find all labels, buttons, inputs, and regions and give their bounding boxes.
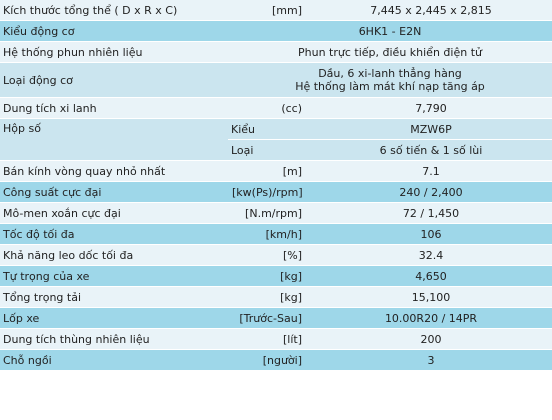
table-row: [0, 329, 552, 350]
row-label: Tổng trọng tải: [0, 287, 228, 308]
row-label: Tốc độ tối đa: [0, 224, 228, 245]
row-label: Công suất cực đại: [0, 182, 228, 203]
sub-row-value: 6 số tiến & 1 số lùi: [310, 140, 552, 161]
row-value: Phun trực tiếp, điều khiển điện tử: [228, 42, 552, 63]
row-label: Dung tích xi lanh: [0, 98, 228, 119]
row-unit: [%]: [228, 245, 310, 266]
table-row: [0, 161, 552, 182]
table-row: [0, 42, 552, 63]
row-label: Kiểu động cơ: [0, 21, 228, 42]
row-label: Bán kính vòng quay nhỏ nhất: [0, 161, 228, 182]
table-row: [0, 63, 552, 98]
row-label: Dung tích thùng nhiên liệu: [0, 329, 228, 350]
table-row: [0, 245, 552, 266]
row-value-line: Hệ thống làm mát khí nạp tăng áp: [295, 80, 485, 93]
row-value: 32.4: [310, 245, 552, 266]
row-label: Lốp xe: [0, 308, 228, 329]
table-row: [0, 287, 552, 308]
row-label: Mô-men xoắn cực đại: [0, 203, 228, 224]
row-value: 7,790: [310, 98, 552, 119]
row-unit: [người]: [228, 350, 310, 371]
row-value: 10.00R20 / 14PR: [310, 308, 552, 329]
sub-row-value: MZW6P: [310, 119, 552, 140]
row-unit: [kg]: [228, 287, 310, 308]
row-unit: [Trước-Sau]: [228, 308, 310, 329]
row-unit: [m]: [228, 161, 310, 182]
row-value: 72 / 1,450: [310, 203, 552, 224]
row-label: Hệ thống phun nhiên liệu: [0, 42, 228, 63]
row-value: 15,100: [310, 287, 552, 308]
row-label: Chỗ ngồi: [0, 350, 228, 371]
table-row: [0, 308, 552, 329]
row-value-line: Dầu, 6 xi-lanh thẳng hàng: [318, 67, 462, 80]
sub-row-label: Kiểu: [228, 119, 310, 140]
row-unit: [lít]: [228, 329, 310, 350]
row-label: Tự trọng của xe: [0, 266, 228, 287]
row-value: 106: [310, 224, 552, 245]
row-value: 240 / 2,400: [310, 182, 552, 203]
table-row: [0, 203, 552, 224]
row-value: [228, 63, 552, 98]
row-value: 3: [310, 350, 552, 371]
row-value: 7.1: [310, 161, 552, 182]
row-value: 6HK1 - E2N: [228, 21, 552, 42]
row-label: Khả năng leo dốc tối đa: [0, 245, 228, 266]
row-unit: [kg]: [228, 266, 310, 287]
row-unit: [mm]: [228, 0, 310, 21]
table-row: [0, 119, 552, 140]
table-row: [0, 98, 552, 119]
row-label: Hộp số: [0, 119, 228, 161]
table-row: [0, 266, 552, 287]
row-label: Kích thước tổng thể ( D x R x C): [0, 0, 228, 21]
row-unit: [kw(Ps)/rpm]: [228, 182, 310, 203]
table-row: [0, 21, 552, 42]
row-label: Loại động cơ: [0, 63, 228, 98]
row-value: 7,445 x 2,445 x 2,815: [310, 0, 552, 21]
row-value: 4,650: [310, 266, 552, 287]
row-unit: [km/h]: [228, 224, 310, 245]
sub-row-label: Loại: [228, 140, 310, 161]
table-row: [0, 182, 552, 203]
row-unit: [N.m/rpm]: [228, 203, 310, 224]
row-unit: (cc): [228, 98, 310, 119]
table-row: [0, 350, 552, 371]
row-value: 200: [310, 329, 552, 350]
table-row: [0, 0, 552, 21]
table-row: [0, 224, 552, 245]
